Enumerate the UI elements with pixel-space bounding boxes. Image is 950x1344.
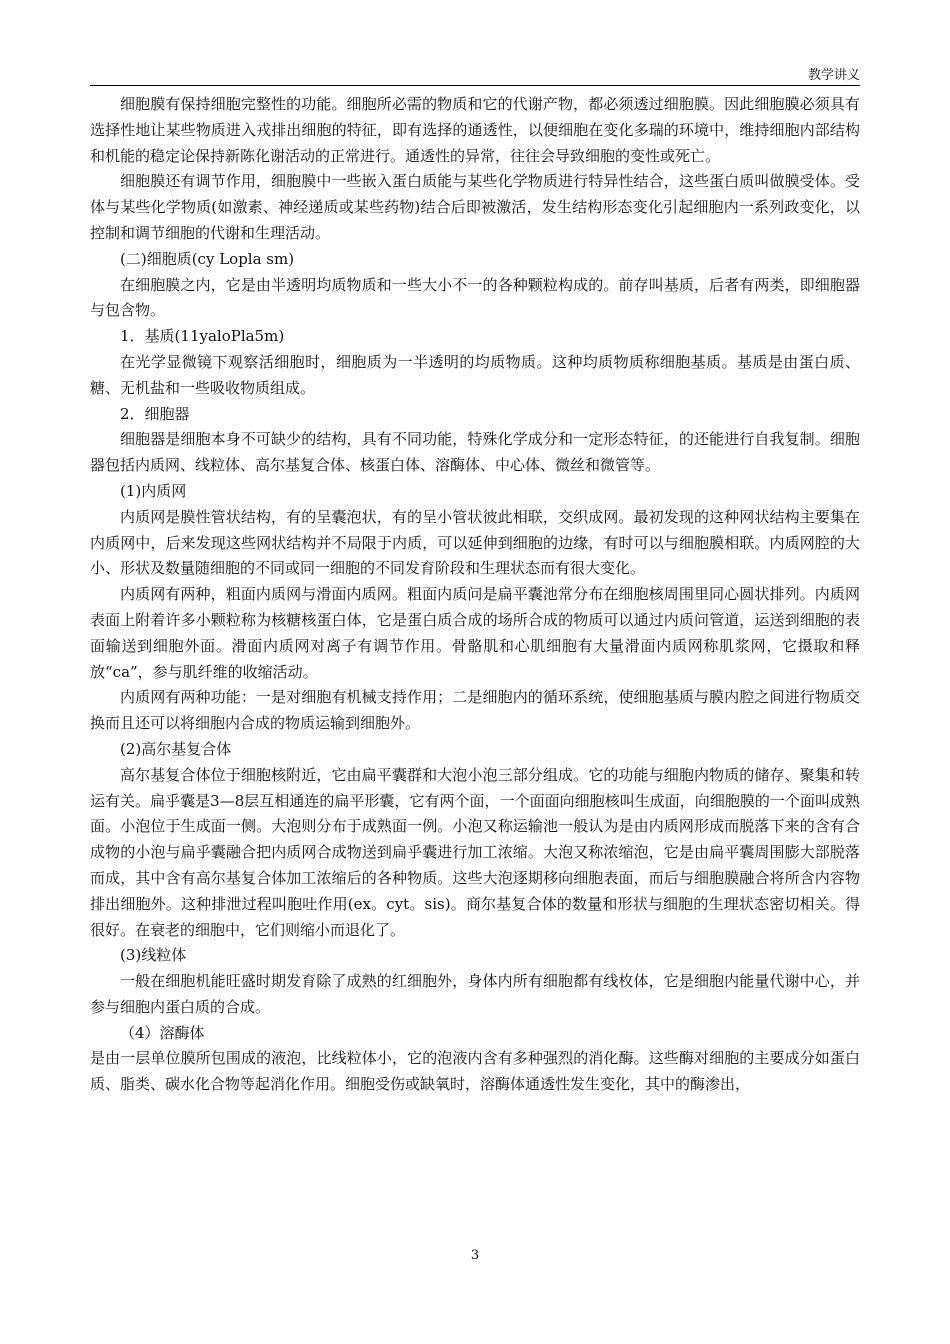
document-body xyxy=(90,92,860,1098)
paragraph-membrane-regulation: 细胞膜还有调节作用，细胞膜中一些嵌入蛋白质能与某些化学物质进行特异性结合，这些蛋白质叫做膜受体。受体与某些化学物质(如激素、神经递质或某些药物)结合后即被激活，发生结构形态变化引起细胞内一系列政变化，以控制和调节细胞的代谢和生理活动。 xyxy=(90,172,860,242)
heading-cytoplasm: (二)细胞质(cy Lopla sm) xyxy=(120,249,295,268)
header-divider xyxy=(90,85,860,86)
paragraph-er-structure: 内质网是膜性管状结构，有的呈囊泡状，有的呈小管状彼此相联，交织成网。最初发现的这种网状结构主要集在内质网中，后来发现这些网状结构并不局限于内质，可以延伸到细胞的边缘，有时可以与细胞膜相联。内质网腔的大小、形状及数量随细胞的不同或同一细胞的不同发育阶段和生理状态而有很大变化。 xyxy=(90,507,860,578)
paragraph-cytoplasm-intro: 在细胞膜之内，它是由半透明均质物质和一些大小不一的各种颗粒构成的。前存叫基质，后者有两类，即细胞器与包含物。 xyxy=(90,275,860,320)
header-title: 教学讲义 xyxy=(807,68,860,83)
heading-er: (1)内质网 xyxy=(120,481,187,500)
page-number: 3 xyxy=(470,1248,480,1263)
heading-lysosome: （4）溶酶体 xyxy=(120,1023,205,1042)
heading-matrix: 1．基质(11yaloPla5m) xyxy=(120,327,285,346)
paragraph-lysosome: 是由一层单位膜所包围成的液泡，比线粒体小，它的泡液内含有多种强烈的消化酶。这些酶对细胞的主要成分如蛋白质、脂类、碳水化合物等起消化作用。细胞受伤或缺氧时，溶酶体通透性发生变化，其中的酶渗出， xyxy=(90,1049,860,1094)
paragraph-membrane-function: 细胞膜有保持细胞完整性的功能。细胞所必需的物质和它的代谢产物，都必须透过细胞膜。因此细胞膜必须具有选择性地让某些物质进入戎排出细胞的特征，即有选择的通透性，以便细胞在变化多瑞的环境中，维持细胞内部结构和机能的稳定论保持新陈化谢活动的正常进行。通透性的异常，往往会导致细胞的变性或死亡。 xyxy=(90,95,860,165)
paragraph-organelles: 细胞器是细胞本身不可缺少的结构，具有不同功能，特殊化学成分和一定形态特征，的还能进行自我复制。细胞器包括内质网、线粒体、高尔基复合体、核蛋白体、溶酶体、中心体、微丝和微管等。 xyxy=(90,430,860,475)
heading-organelles: 2．细胞器 xyxy=(120,404,190,423)
paragraph-mitochondria: 一般在细胞机能旺盛时期发育除了成熟的红细胞外，身体内所有细胞都有线枚体，它是细胞内能量代谢中心，并参与细胞内蛋白质的合成。 xyxy=(90,972,860,1016)
paragraph-er-types: 内质网有两种，粗面内质网与滑面内质网。粗面内质问是扁平囊池常分布在细胞核周围里同心圆状排列。内质网表面上附着许多小颗粒称为核糖核蛋白体，它是蛋白质合成的场所合成的物质可以通过内质问管道，运送到细胞的表面输送到细胞外面。滑面内质网对离子有调节作用。骨骼肌和心肌细胞有大量滑面内质网称肌浆网，它摄取和释放“ca”，参与肌纤维的收缩活动。 xyxy=(90,585,860,681)
paragraph-er-functions: 内质网有两种功能：一是对细胞有机械支持作用；二是细胞内的循环系统，使细胞基质与膜内腔之间进行物质交换而且还可以将细胞内合成的物质运输到细胞外。 xyxy=(90,688,860,733)
heading-golgi: (2)高尔基复合体 xyxy=(120,739,232,758)
paragraph-golgi: 高尔基复合体位于细胞核附近，它由扁平囊群和大泡小泡三部分组成。它的功能与细胞内物质的储存、聚集和转运有关。扁乎囊是3—8层互相通连的扁平形囊，它有两个面，一个面面向细胞核叫生成面，向细胞膜的一个面叫成熟面。小泡位于生成面一侧。大泡则分布于成熟面一例。小泡又称运输池一般认为是由内质网形成而脱落下来的含有合成物的小泡与扁乎囊融合把内质网合成物送到扁乎囊进行加工浓缩。大泡又称浓缩泡，它是由扁平囊周围膨大部脱落而成，其中含有高尔基复合体加工浓缩后的各种物质。这些大泡逐期移向细胞表面，而后与细胞膜融合将所含内容物排出细胞外。这种排泄过程叫胞吐作用(ex。cyt。sis)。商尔基复合体的数量和形状与细胞的生理状态密切相关。得很好。在衰老的细胞中，它们则缩小而退化了。 xyxy=(90,765,860,939)
paragraph-matrix: 在光学显微镜下观察活细胞时，细胞质为一半透明的均质物质。这种均质物质称细胞基质。基质是由蛋白质、糖、无机盐和一些吸收物质组成。 xyxy=(90,352,860,397)
heading-mitochondria: (3)线粒体 xyxy=(120,946,187,965)
